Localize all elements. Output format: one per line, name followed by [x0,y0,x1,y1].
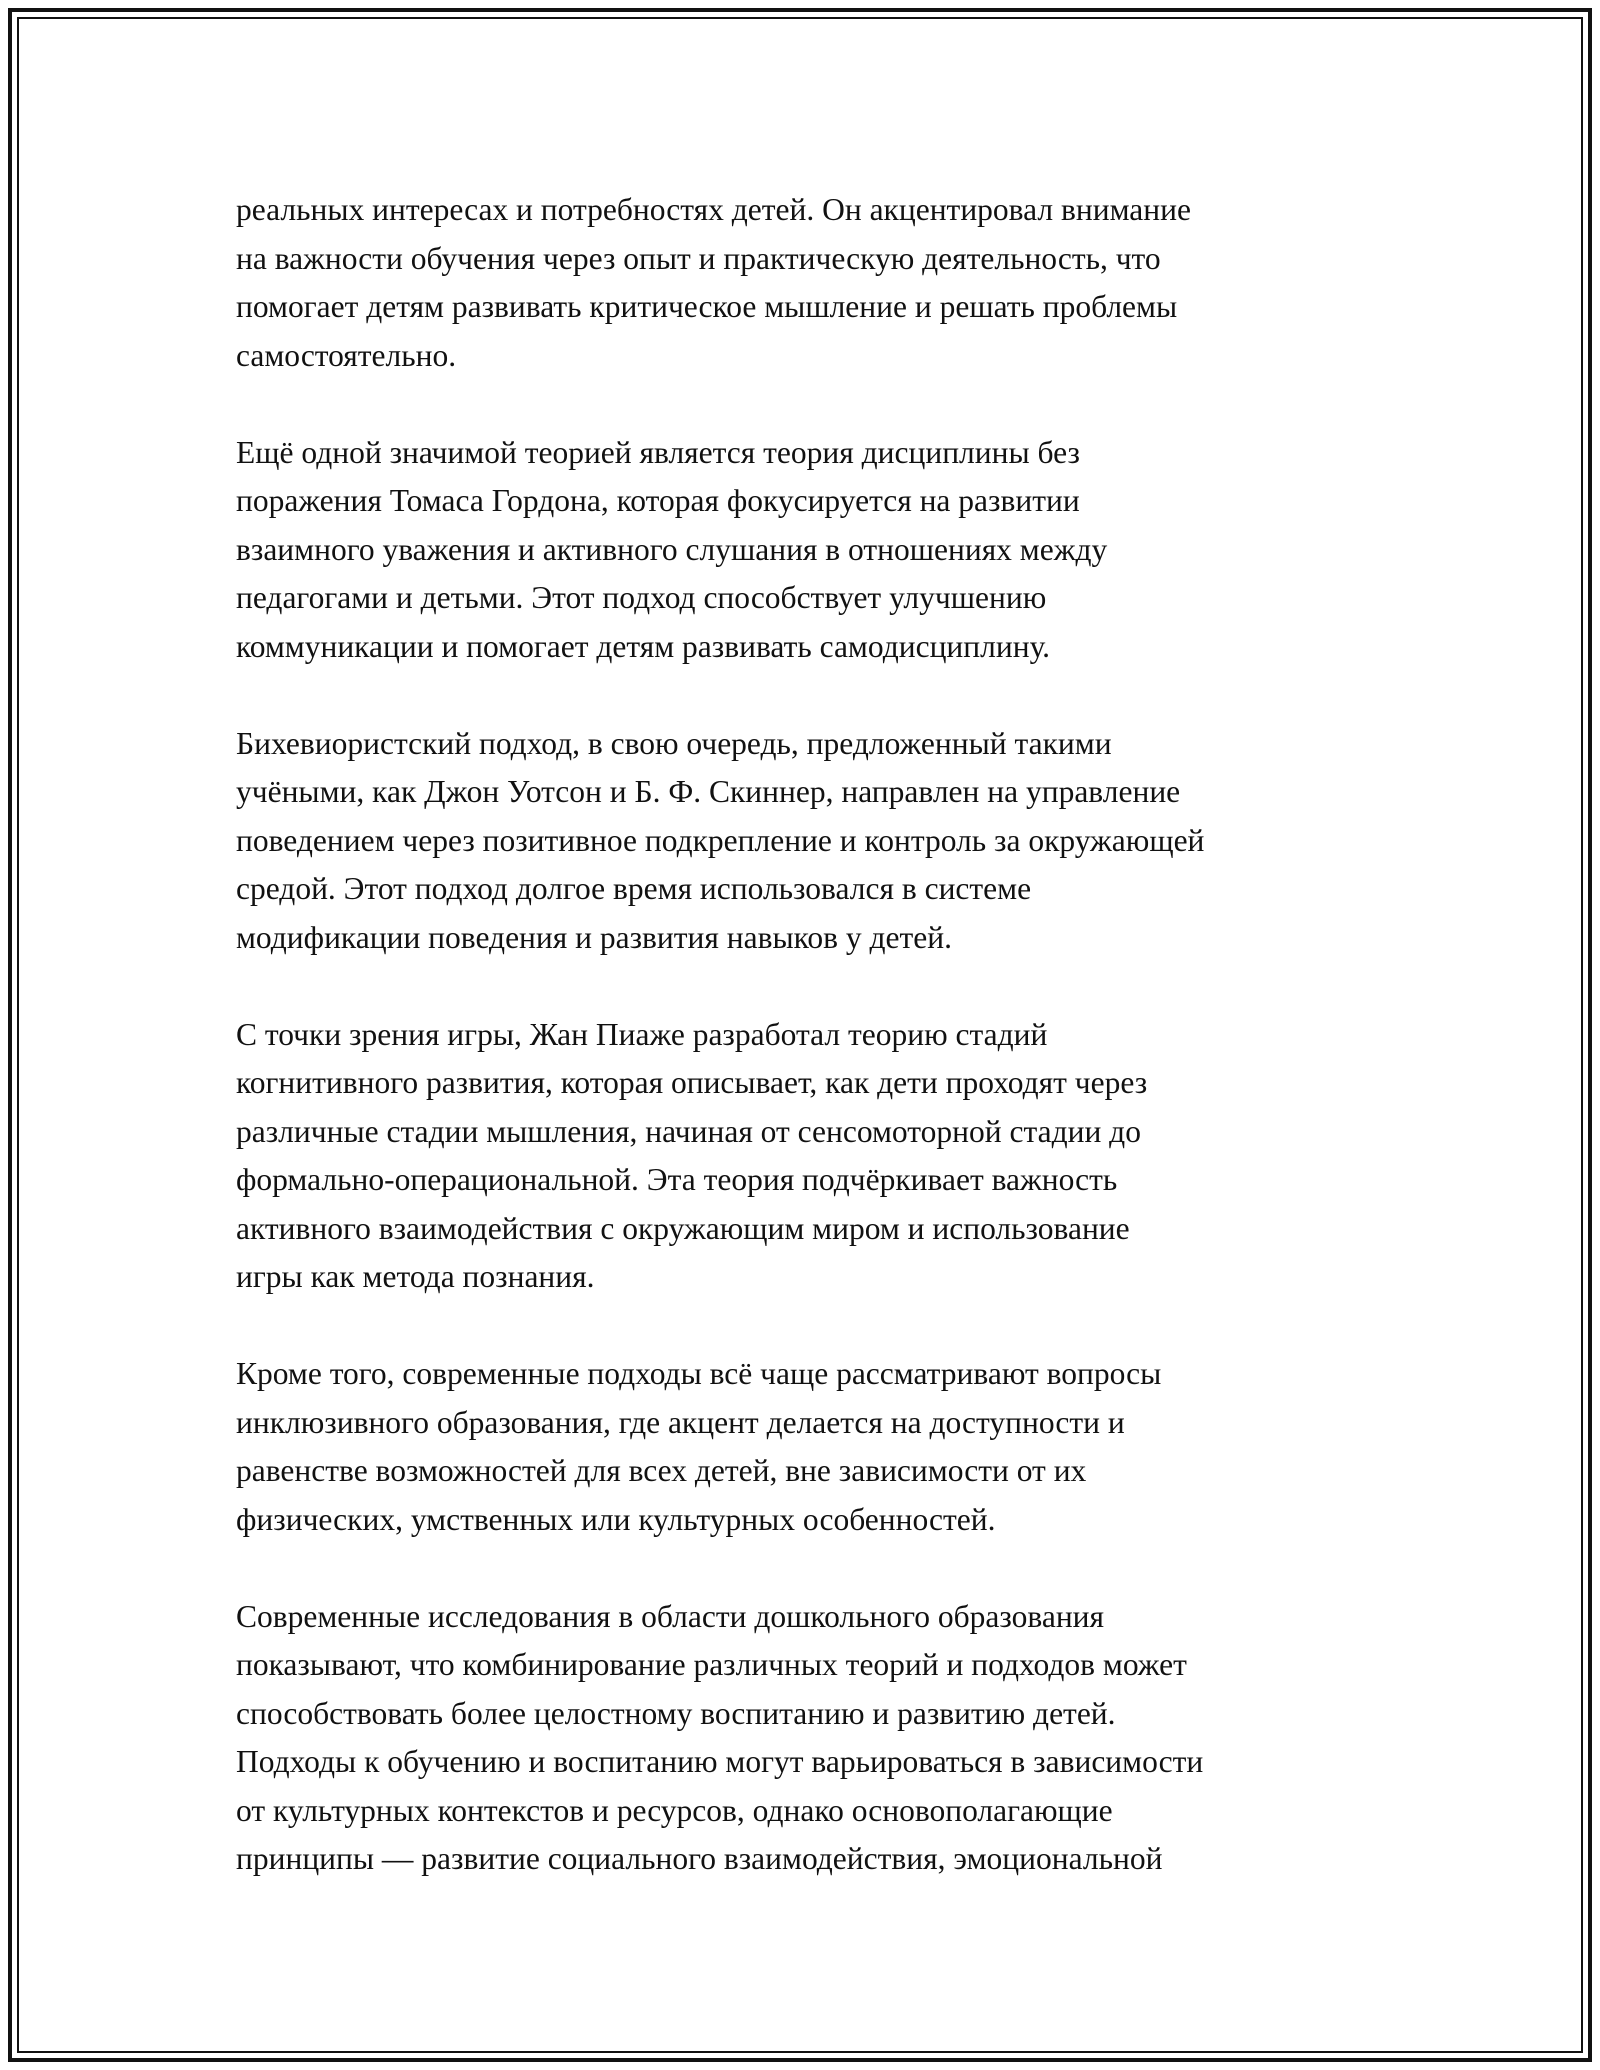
text-line: инклюзивного образования, где акцент делается на доступности и [236,1404,1125,1440]
text-line: поражения Томаса Гордона, которая фокусируется на развитии [236,483,1080,518]
text-line: коммуникации и помогает детям развивать самодисциплину. [236,628,1051,664]
paragraph-modern-research [236,1593,1386,1884]
text-line: способствовать более целостному воспитанию и развитию детей. [236,1695,1116,1731]
paragraph-gordon [236,429,1386,672]
text-line: реальных интересах и потребностях детей. Он акцентировал внимание [236,192,1191,227]
paragraph-piaget [236,1011,1386,1302]
paragraph-inclusive-education [236,1350,1386,1544]
text-line: учёными, как Джон Уотсон и Б. Ф. Скиннер, направлен на управление [236,774,1181,809]
text-line: равенстве возможностей для всех детей, вне зависимости от их [236,1453,1087,1488]
text-line: средой. Этот подход долгое время использовался в системе [236,871,1032,906]
text-line: взаимного уважения и активного слушания в отношениях между [236,531,1108,567]
text-line: показывают, что комбинирование различных теорий и подходов может [236,1647,1187,1682]
text-line: Бихевиористский подход, в свою очередь, предложенный такими [236,725,1112,761]
text-line: активного взаимодействия с окружающим миром и использование [236,1210,1130,1246]
text-line: Кроме того, современные подходы всё чаще рассматривают вопросы [236,1356,1162,1391]
paragraph-behaviorism [236,720,1386,963]
text-line: помогает детям развивать критическое мышление и решать проблемы [236,289,1178,324]
text-line: формально-операциональной. Эта теория подчёркивает важность [236,1162,1118,1197]
text-line: Подходы к обучению и воспитанию могут варьироваться в зависимости [236,1744,1204,1779]
text-line: Современные исследования в области дошкольного образования [236,1598,1105,1634]
paragraph-dewey-continuation [236,186,1386,380]
text-line: физических, умственных или культурных особенностей. [236,1501,996,1537]
text-line: когнитивного развития, которая описывает, как дети проходят через [236,1065,1148,1100]
text-line: игры как метода познания. [236,1259,595,1294]
text-line: самостоятельно. [236,337,457,373]
body-text [236,186,1386,1932]
text-line: поведением через позитивное подкрепление и контроль за окружающей [236,822,1205,858]
text-line: С точки зрения игры, Жан Пиаже разработал теорию стадий [236,1016,1048,1052]
text-line: от культурных контекстов и ресурсов, однако основополагающие [236,1792,1113,1828]
text-line: различные стадии мышления, начиная от сенсомоторной стадии до [236,1113,1141,1149]
text-line: модификации поведения и развития навыков у детей. [236,919,952,955]
text-line: Ещё одной значимой теорией является теория дисциплины без [236,434,1080,470]
text-line: педагогами и детьми. Этот подход способствует улучшению [236,580,1047,615]
text-line: на важности обучения через опыт и практическую деятельность, что [236,240,1161,276]
text-line: принципы — развитие социального взаимодействия, эмоциональной [236,1841,1163,1876]
